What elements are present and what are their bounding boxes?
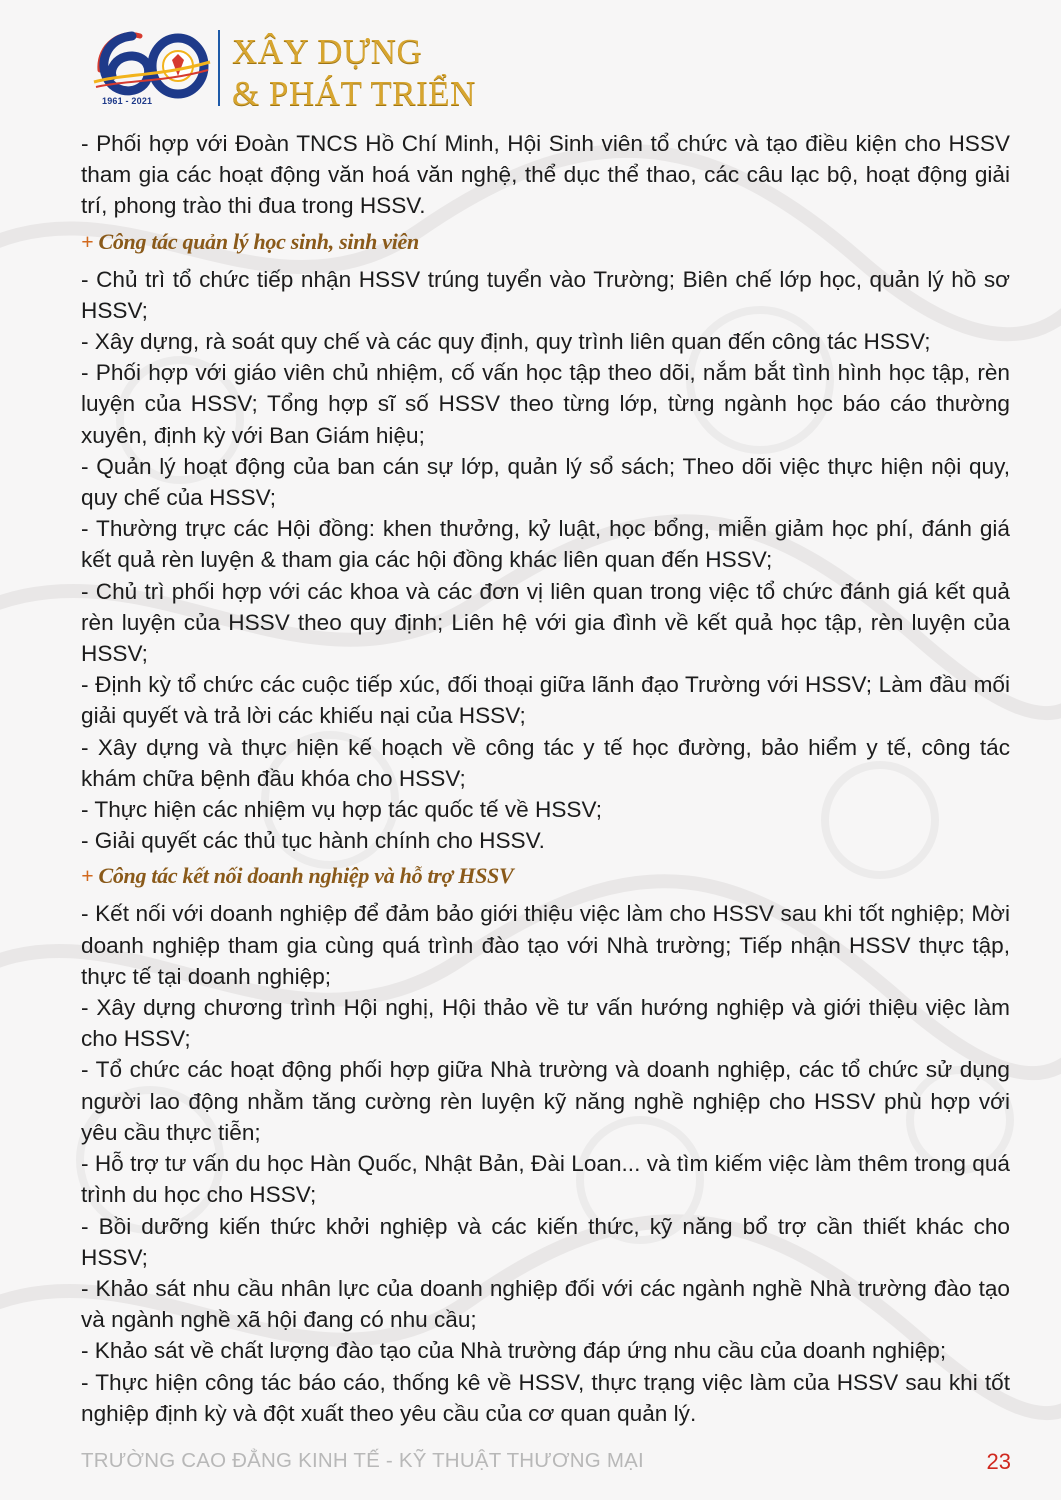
logo-years: 1961 - 2021 bbox=[102, 96, 153, 106]
header-title bbox=[232, 32, 476, 114]
list-item: - Thường trực các Hội đồng: khen thưởng, kỷ luật, học bổng, miễn giảm học phí, đánh giá kết quả rèn luyện & tham gia các hội đồng khác liên quan đến HSSV; bbox=[81, 516, 1010, 573]
list-item: - Tổ chức các hoạt động phối hợp giữa Nhà trường và doanh nghiệp, các tổ chức sử dụng người lao động nhằm tăng cường rèn luyện kỹ năng nghề nghiệp cho HSSV phù hợp với yêu cầu thực tiễn; bbox=[81, 1057, 1010, 1145]
list-item: - Khảo sát nhu cầu nhân lực của doanh nghiệp đối với các ngành nghề Nhà trường đào tạo và ngành nghề xã hội đang có nhu cầu; bbox=[81, 1275, 1010, 1333]
list-item: - Định kỳ tổ chức các cuộc tiếp xúc, đối thoại giữa lãnh đạo Trường với HSSV; Làm đầu mối giải quyết và trả lời các khiếu nại của HSSV; bbox=[81, 672, 1010, 729]
list-item: - Xây dựng chương trình Hội nghị, Hội thảo về tư vấn hướng nghiệp và giới thiệu việc làm cho HSSV; bbox=[81, 995, 1010, 1052]
main-content bbox=[81, 128, 1010, 1429]
list-item: - Quản lý hoạt động của ban cán sự lớp, quản lý sổ sách; Theo dõi việc thực hiện nội quy, quy chế của HSSV; bbox=[81, 453, 1010, 511]
heading-text: Công tác kết nối doanh nghiệp và hỗ trợ HSSV bbox=[98, 863, 514, 889]
list-item: - Kết nối với doanh nghiệp để đảm bảo giới thiệu việc làm cho HSSV sau khi tốt nghiệp; Mời doanh nghiệp tham gia cùng quá trình đào tạo với Nhà trường; Tiếp nhận HSSV thực tập, thực tế tại doanh nghiệp; bbox=[81, 901, 1010, 989]
page-header bbox=[92, 24, 542, 113]
list-item: - Bồi dưỡng kiến thức khởi nghiệp và các kiến thức, kỹ năng bổ trợ cần thiết khác cho HSSV; bbox=[81, 1213, 1010, 1270]
list-item: - Giải quyết các thủ tục hành chính cho HSSV. bbox=[81, 828, 545, 854]
section-heading-student-management bbox=[81, 227, 1010, 257]
list-item: - Chủ trì phối hợp với các khoa và các đơn vị liên quan trong việc tổ chức đánh giá kết quả rèn luyện của HSSV theo quy định; Liên hệ với gia đình về kết quả học tập, rèn luyện của HSSV; bbox=[81, 578, 1010, 667]
page-number: 23 bbox=[986, 1449, 1011, 1474]
header-divider bbox=[218, 30, 220, 106]
heading-text: Công tác quản lý học sinh, sinh viên bbox=[98, 228, 419, 254]
footer-school-name: TRƯỜNG CAO ĐẲNG KINH TẾ - KỸ THUẬT THƯƠNG MẠI bbox=[81, 1449, 644, 1472]
list-item: - Thực hiện các nhiệm vụ hợp tác quốc tế về HSSV; bbox=[81, 797, 602, 823]
heading-plus: + bbox=[81, 863, 94, 889]
intro-paragraph: - Phối hợp với Đoàn TNCS Hồ Chí Minh, Hội Sinh viên tổ chức và tạo điều kiện cho HSSV tham gia các hoạt động văn hoá văn nghệ, thể dục thể thao, các câu lạc bộ, hoạt động giải trí, phong trào thi đua trong HSSV. bbox=[81, 131, 1010, 219]
header-title-line1: XÂY DỰNG bbox=[232, 32, 423, 71]
header-title-line2: & PHÁT TRIỂN bbox=[232, 74, 476, 113]
list-item: - Xây dựng, rà soát quy chế và các quy định, quy trình liên quan đến công tác HSSV; bbox=[81, 329, 931, 355]
list-item: - Thực hiện công tác báo cáo, thống kê về HSSV, thực trạng việc làm của HSSV sau khi tốt nghiệp định kỳ và đột xuất theo yêu cầu của cơ quan quản lý. bbox=[81, 1369, 1010, 1426]
list-item: - Xây dựng và thực hiện kế hoạch về công tác y tế học đường, bảo hiểm y tế, công tác khám chữa bệnh đầu khóa cho HSSV; bbox=[81, 734, 1010, 791]
list-item: - Khảo sát về chất lượng đào tạo của Nhà trường đáp ứng nhu cầu của doanh nghiệp; bbox=[81, 1338, 947, 1364]
list-item: - Phối hợp với giáo viên chủ nhiệm, cố vấn học tập theo dõi, nắm bắt tình hình học tập, rèn luyện của HSSV; Tổng hợp sĩ số HSSV theo từng lớp, từng ngành học báo cáo thường xuyên, định kỳ với Ban Giám hiệu; bbox=[81, 360, 1010, 448]
list-item: - Hỗ trợ tư vấn du học Hàn Quốc, Nhật Bản, Đài Loan... và tìm kiếm việc làm thêm trong quá trình du học cho HSSV; bbox=[81, 1151, 1010, 1208]
list-item: - Chủ trì tổ chức tiếp nhận HSSV trúng tuyển vào Trường; Biên chế lớp học, quản lý hồ sơ HSSV; bbox=[81, 266, 1010, 323]
section-heading-business-connection bbox=[81, 861, 1010, 891]
heading-plus: + bbox=[81, 228, 94, 254]
